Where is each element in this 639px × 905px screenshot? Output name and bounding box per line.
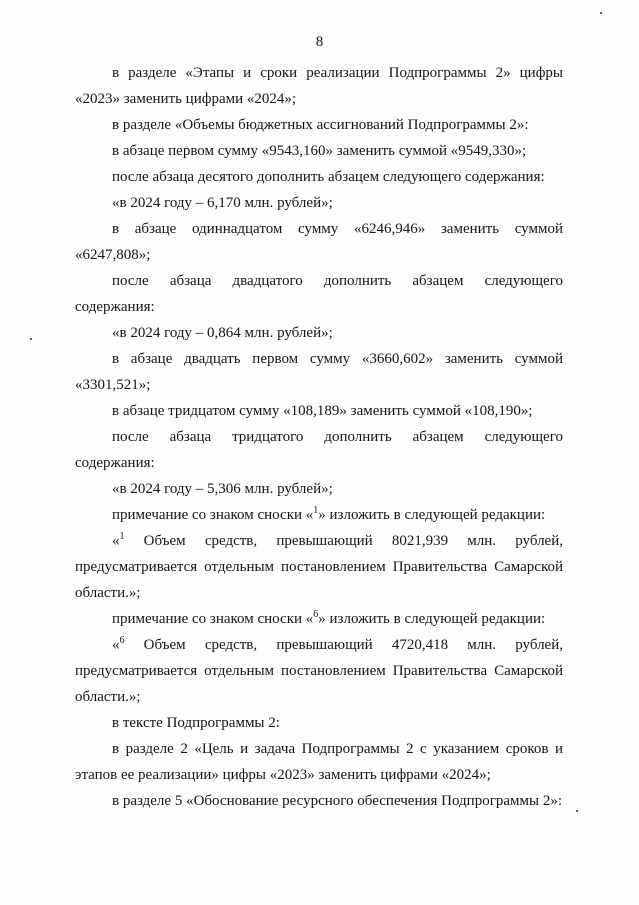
text-line: в абзаце одиннадцатом сумму «6246,946» заменить суммой bbox=[112, 221, 563, 237]
text-fragment: « bbox=[112, 637, 120, 653]
text-fragment: примечание со знаком сноски « bbox=[112, 507, 314, 523]
text-fragment: » изложить в следующей редакции: bbox=[318, 611, 546, 627]
text-line: «в 2024 году – 0,864 млн. рублей»; bbox=[112, 325, 333, 341]
text-line: предусматривается отдельным постановлением Правительства Самарской bbox=[75, 559, 563, 575]
text-line: этапов ее реализации» цифры «2023» заменить цифрами «2024»; bbox=[75, 767, 491, 783]
text-fragment: » изложить в следующей редакции: bbox=[318, 507, 546, 523]
document-body bbox=[75, 60, 563, 814]
text-line: содержания: bbox=[75, 455, 155, 471]
footnote-marker: 6 bbox=[313, 609, 319, 620]
text-line: после абзаца десятого дополнить абзацем следующего содержания: bbox=[112, 169, 545, 185]
text-line: «в 2024 году – 6,170 млн. рублей»; bbox=[112, 195, 333, 211]
text-line: в разделе 5 «Обоснование ресурсного обеспечения Подпрограммы 2»: bbox=[112, 793, 562, 809]
text-line-footnote-ref bbox=[75, 632, 563, 658]
text-line: «3301,521»; bbox=[75, 377, 151, 393]
text-line: содержания: bbox=[75, 299, 155, 315]
text-line: области.»; bbox=[75, 689, 141, 705]
scan-speck bbox=[576, 810, 578, 812]
text-line: «2023» заменить цифрами «2024»; bbox=[75, 91, 297, 107]
footnote-marker: 6 bbox=[119, 635, 125, 646]
text-line: в разделе «Объемы бюджетных ассигнований Подпрограммы 2»: bbox=[112, 117, 529, 133]
text-line: предусматривается отдельным постановлением Правительства Самарской bbox=[75, 663, 563, 679]
text-line-footnote-ref bbox=[75, 502, 563, 528]
footnote-marker: 1 bbox=[313, 505, 319, 516]
text-line: «6247,808»; bbox=[75, 247, 151, 263]
text-line: в разделе «Этапы и сроки реализации Подпрограммы 2» цифры bbox=[112, 65, 563, 81]
text-line: в абзаце двадцать первом сумму «3660,602» заменить суммой bbox=[112, 351, 563, 367]
text-line: области.»; bbox=[75, 585, 141, 601]
page-number: 8 bbox=[315, 34, 324, 50]
text-line: после абзаца тридцатого дополнить абзацем следующего bbox=[112, 429, 563, 445]
footnote-marker: 1 bbox=[119, 531, 125, 542]
text-line: «в 2024 году – 5,306 млн. рублей»; bbox=[112, 481, 333, 497]
text-fragment: Объем средств, превышающий 8021,939 млн. рублей, bbox=[124, 533, 563, 549]
text-line-footnote-ref bbox=[75, 528, 563, 554]
text-line: в разделе 2 «Цель и задача Подпрограммы 2 с указанием сроков и bbox=[112, 741, 563, 757]
text-line: в тексте Подпрограммы 2: bbox=[112, 715, 280, 731]
text-line-footnote-ref bbox=[75, 606, 563, 632]
scan-speck bbox=[30, 338, 32, 340]
text-line: в абзаце тридцатом сумму «108,189» заменить суммой «108,190»; bbox=[112, 403, 533, 419]
text-line: в абзаце первом сумму «9543,160» заменить суммой «9549,330»; bbox=[112, 143, 527, 159]
text-line: после абзаца двадцатого дополнить абзацем следующего bbox=[112, 273, 563, 289]
scan-speck bbox=[600, 12, 602, 14]
text-fragment: примечание со знаком сноски « bbox=[112, 611, 314, 627]
text-fragment: « bbox=[112, 533, 120, 549]
text-fragment: Объем средств, превышающий 4720,418 млн. рублей, bbox=[124, 637, 563, 653]
